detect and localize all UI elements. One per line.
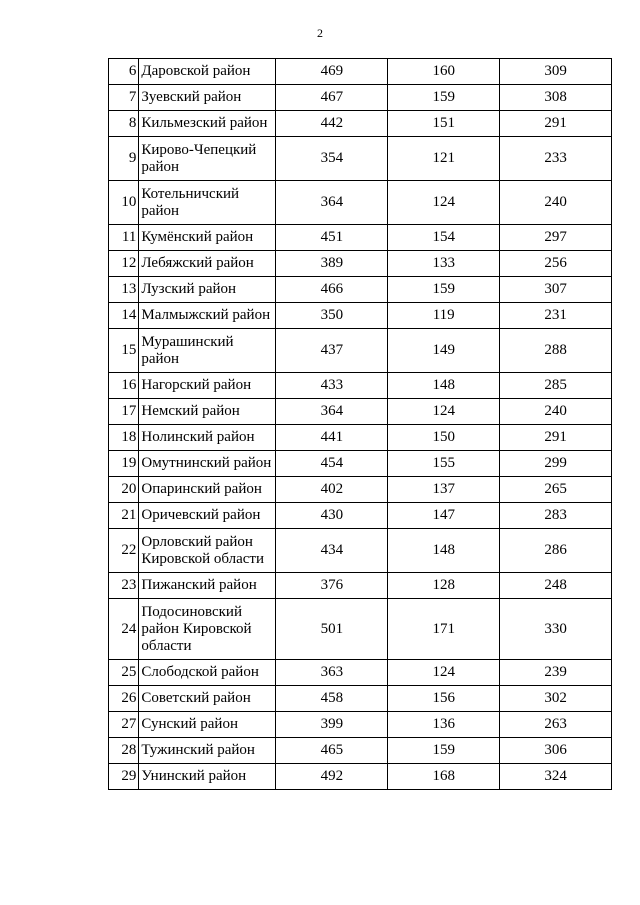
value-col-2: 150 — [388, 425, 500, 451]
district-name: Немский район — [139, 399, 276, 425]
value-col-2: 148 — [388, 373, 500, 399]
value-col-3: 288 — [500, 329, 612, 373]
value-col-1: 501 — [276, 599, 388, 660]
table-row — [109, 399, 612, 425]
value-col-2: 159 — [388, 738, 500, 764]
value-col-3: 231 — [500, 303, 612, 329]
value-col-1: 465 — [276, 738, 388, 764]
value-col-2: 124 — [388, 181, 500, 225]
value-col-1: 354 — [276, 137, 388, 181]
value-col-3: 291 — [500, 425, 612, 451]
value-col-3: 309 — [500, 59, 612, 85]
table-row — [109, 529, 612, 573]
value-col-1: 454 — [276, 451, 388, 477]
value-col-1: 469 — [276, 59, 388, 85]
table-row — [109, 599, 612, 660]
value-col-3: 306 — [500, 738, 612, 764]
district-name: Унинский район — [139, 764, 276, 790]
table-row — [109, 225, 612, 251]
value-col-3: 302 — [500, 686, 612, 712]
table-row — [109, 425, 612, 451]
value-col-1: 430 — [276, 503, 388, 529]
value-col-3: 286 — [500, 529, 612, 573]
district-name: Зуевский район — [139, 85, 276, 111]
table-body — [109, 59, 612, 790]
row-number: 18 — [109, 425, 139, 451]
value-col-3: 299 — [500, 451, 612, 477]
row-number: 13 — [109, 277, 139, 303]
district-name: Подосиновский район Кировской области — [139, 599, 276, 660]
value-col-1: 376 — [276, 573, 388, 599]
value-col-2: 154 — [388, 225, 500, 251]
value-col-2: 148 — [388, 529, 500, 573]
table-row — [109, 277, 612, 303]
district-name: Советский район — [139, 686, 276, 712]
value-col-1: 434 — [276, 529, 388, 573]
value-col-1: 433 — [276, 373, 388, 399]
table-row — [109, 573, 612, 599]
row-number: 24 — [109, 599, 139, 660]
value-col-1: 437 — [276, 329, 388, 373]
row-number: 28 — [109, 738, 139, 764]
value-col-1: 363 — [276, 660, 388, 686]
row-number: 27 — [109, 712, 139, 738]
value-col-3: 263 — [500, 712, 612, 738]
value-col-2: 151 — [388, 111, 500, 137]
row-number: 25 — [109, 660, 139, 686]
table-row — [109, 373, 612, 399]
row-number: 22 — [109, 529, 139, 573]
district-name: Лебяжский район — [139, 251, 276, 277]
table-row — [109, 251, 612, 277]
row-number: 26 — [109, 686, 139, 712]
value-col-1: 467 — [276, 85, 388, 111]
district-name: Даровской район — [139, 59, 276, 85]
district-name: Сунский район — [139, 712, 276, 738]
row-number: 9 — [109, 137, 139, 181]
row-number: 7 — [109, 85, 139, 111]
table-row — [109, 329, 612, 373]
table-row — [109, 451, 612, 477]
district-name: Котельничский район — [139, 181, 276, 225]
district-name: Тужинский район — [139, 738, 276, 764]
district-name: Малмыжский район — [139, 303, 276, 329]
value-col-3: 248 — [500, 573, 612, 599]
row-number: 15 — [109, 329, 139, 373]
row-number: 19 — [109, 451, 139, 477]
table-row — [109, 738, 612, 764]
row-number: 29 — [109, 764, 139, 790]
row-number: 16 — [109, 373, 139, 399]
value-col-2: 160 — [388, 59, 500, 85]
value-col-1: 389 — [276, 251, 388, 277]
value-col-3: 265 — [500, 477, 612, 503]
row-number: 12 — [109, 251, 139, 277]
value-col-3: 307 — [500, 277, 612, 303]
value-col-1: 492 — [276, 764, 388, 790]
row-number: 21 — [109, 503, 139, 529]
district-name: Омутнинский район — [139, 451, 276, 477]
row-number: 8 — [109, 111, 139, 137]
value-col-2: 133 — [388, 251, 500, 277]
value-col-2: 171 — [388, 599, 500, 660]
value-col-1: 402 — [276, 477, 388, 503]
district-name: Кильмезский район — [139, 111, 276, 137]
row-number: 10 — [109, 181, 139, 225]
value-col-3: 330 — [500, 599, 612, 660]
value-col-2: 168 — [388, 764, 500, 790]
value-col-3: 324 — [500, 764, 612, 790]
table-row — [109, 660, 612, 686]
value-col-1: 441 — [276, 425, 388, 451]
value-col-2: 149 — [388, 329, 500, 373]
table-row — [109, 503, 612, 529]
value-col-2: 155 — [388, 451, 500, 477]
district-name: Слободской район — [139, 660, 276, 686]
district-name: Кумёнский район — [139, 225, 276, 251]
table-row — [109, 764, 612, 790]
table-row — [109, 59, 612, 85]
district-name: Орловский район Кировской области — [139, 529, 276, 573]
district-name: Нолинский район — [139, 425, 276, 451]
value-col-3: 239 — [500, 660, 612, 686]
value-col-2: 119 — [388, 303, 500, 329]
row-number: 6 — [109, 59, 139, 85]
table-row — [109, 137, 612, 181]
district-name: Лузский район — [139, 277, 276, 303]
value-col-1: 451 — [276, 225, 388, 251]
value-col-1: 364 — [276, 181, 388, 225]
value-col-1: 466 — [276, 277, 388, 303]
value-col-3: 256 — [500, 251, 612, 277]
district-name: Опаринский район — [139, 477, 276, 503]
value-col-2: 136 — [388, 712, 500, 738]
value-col-1: 364 — [276, 399, 388, 425]
value-col-3: 297 — [500, 225, 612, 251]
value-col-2: 147 — [388, 503, 500, 529]
value-col-1: 442 — [276, 111, 388, 137]
value-col-2: 159 — [388, 85, 500, 111]
value-col-3: 308 — [500, 85, 612, 111]
value-col-1: 350 — [276, 303, 388, 329]
value-col-3: 285 — [500, 373, 612, 399]
value-col-1: 399 — [276, 712, 388, 738]
value-col-2: 128 — [388, 573, 500, 599]
value-col-2: 156 — [388, 686, 500, 712]
table-row — [109, 303, 612, 329]
table-row — [109, 686, 612, 712]
value-col-2: 137 — [388, 477, 500, 503]
value-col-1: 458 — [276, 686, 388, 712]
table-row — [109, 111, 612, 137]
value-col-2: 159 — [388, 277, 500, 303]
row-number: 20 — [109, 477, 139, 503]
table-row — [109, 181, 612, 225]
value-col-3: 291 — [500, 111, 612, 137]
district-name: Нагорский район — [139, 373, 276, 399]
district-name: Оричевский район — [139, 503, 276, 529]
district-name: Мурашинский район — [139, 329, 276, 373]
district-name: Пижанский район — [139, 573, 276, 599]
value-col-2: 121 — [388, 137, 500, 181]
district-name: Кирово-Чепецкий район — [139, 137, 276, 181]
district-table — [108, 58, 612, 790]
value-col-2: 124 — [388, 399, 500, 425]
table-row — [109, 712, 612, 738]
value-col-3: 240 — [500, 399, 612, 425]
row-number: 11 — [109, 225, 139, 251]
value-col-3: 240 — [500, 181, 612, 225]
value-col-2: 124 — [388, 660, 500, 686]
value-col-3: 233 — [500, 137, 612, 181]
row-number: 14 — [109, 303, 139, 329]
table-row — [109, 85, 612, 111]
row-number: 17 — [109, 399, 139, 425]
value-col-3: 283 — [500, 503, 612, 529]
table-row — [109, 477, 612, 503]
row-number: 23 — [109, 573, 139, 599]
page-number: 2 — [317, 26, 323, 40]
